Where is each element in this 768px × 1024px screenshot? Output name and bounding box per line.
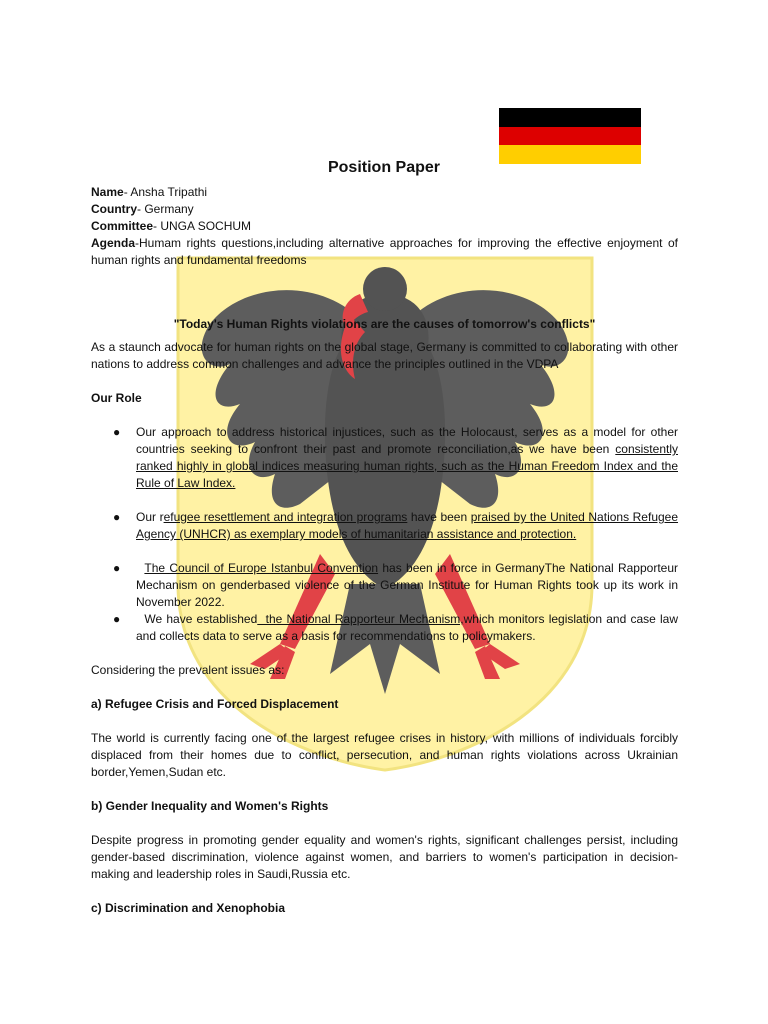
bullet-icon: ● <box>113 425 121 439</box>
list-item <box>91 424 678 492</box>
committee-line <box>91 218 678 235</box>
name-label: Name <box>91 185 124 199</box>
issue-c-heading: c) Discrimination and Xenophobia <box>91 901 286 915</box>
list-item-text: has been in force in GermanyThe National Rapporteur Mechanism on genderbased violence of the German Institute for Human Rights took up its work in November 2022. <box>136 561 679 609</box>
flag-stripe-red <box>499 127 641 146</box>
list-item-link[interactable]: praised by the United Nations Refugee Agency (UNHCR) as exemplary models of humanitarian assistance and protection. <box>136 510 679 541</box>
bullet-icon: ● <box>113 561 121 575</box>
list-item-link[interactable]: the National Rapporteur Mechanism, <box>257 612 464 626</box>
role-heading: Our Role <box>91 391 142 405</box>
agenda-label: Agenda <box>91 236 136 250</box>
issue-b-paragraph: Despite progress in promoting gender equality and women's rights, significant challenges persist, including gender-based discrimination, violence against women, and barriers to women's participation in decision-making and leadership roles in Saudi,Russia etc. <box>91 833 678 881</box>
country-value: - Germany <box>137 202 194 216</box>
name-line <box>91 184 678 201</box>
list-item <box>91 509 678 543</box>
issue-b-heading: b) Gender Inequality and Women's Rights <box>91 799 329 813</box>
bullet-icon: ● <box>113 612 121 626</box>
considering-line: Considering the prevalent issues as: <box>91 663 285 677</box>
name-value: - Ansha Tripathi <box>123 185 208 199</box>
page-title: Position Paper <box>327 159 441 176</box>
quote: "Today's Human Rights violations are the causes of tomorrow's conflicts" <box>173 317 596 331</box>
list-item-link[interactable]: The Council of Europe Istanbul Convention <box>144 561 379 575</box>
role-list <box>91 424 678 645</box>
list-item <box>91 611 678 645</box>
list-item <box>91 560 678 611</box>
list-item-link[interactable]: consistently ranked highly in global indices measuring human rights, such as the Human Freedom Index and the Rule of Law Index. <box>136 442 678 490</box>
committee-value: - UNGA SOCHUM <box>153 219 252 233</box>
list-item-text: which monitors legislation and case law and collects data to serve as a basis for recommendations to policymakers. <box>136 612 678 643</box>
bullet-icon: ● <box>113 510 121 524</box>
country-label: Country <box>91 202 137 216</box>
intro-paragraph: As a staunch advocate for human rights on the global stage, Germany is committed to collaborating with other nations to address common challenges and advance the principles outlined in the VDPA <box>91 340 678 371</box>
issue-a-paragraph: The world is currently facing one of the largest refugee crises in history, with millions of individuals forcibly displaced from their homes due to conflict, persecution, and human rights violations across Ukrainian border,Yemen,Sudan etc. <box>91 731 678 779</box>
issue-a-heading: a) Refugee Crisis and Forced Displacement <box>91 697 339 711</box>
list-item-text: We have established <box>136 612 258 626</box>
germany-flag-icon <box>499 108 641 164</box>
country-line <box>91 201 678 218</box>
list-item-link[interactable]: efugee resettlement and integration programs <box>163 510 408 524</box>
committee-label: Committee <box>91 219 154 233</box>
list-item-text: have been <box>407 510 471 524</box>
document-body <box>91 184 678 917</box>
list-item-text: Our r <box>136 510 164 524</box>
flag-stripe-black <box>499 108 641 127</box>
agenda-line <box>91 235 678 269</box>
agenda-value: -Humam rights questions,including alternative approaches for improving the effective enjoyment of human rights and fundamental freedoms <box>91 236 678 267</box>
list-item-text: Our approach to address historical injustices, such as the Holocaust, serves as a model for other countries seeking to confront their past and promote reconciliation,as we have been <box>136 425 678 456</box>
